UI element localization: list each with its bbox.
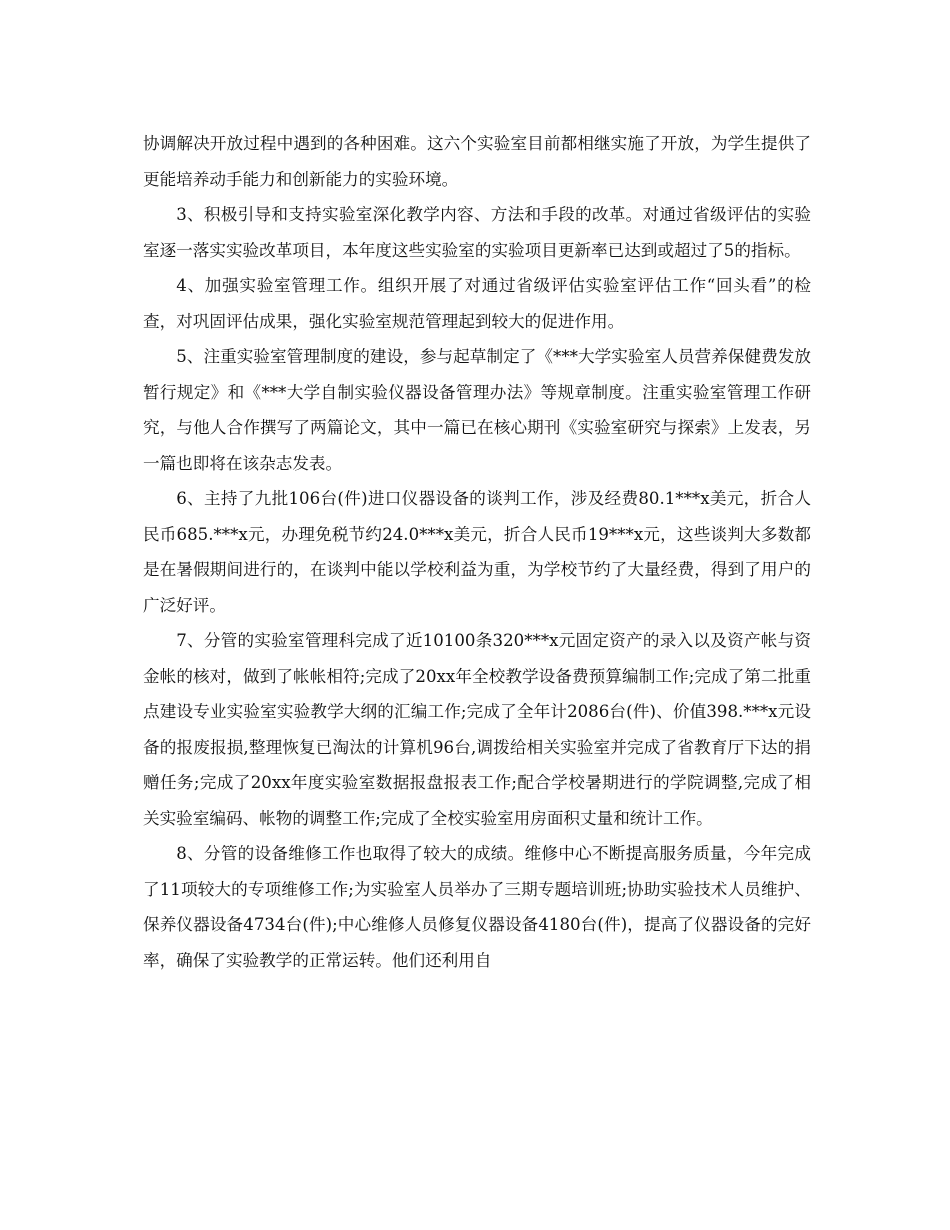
paragraph-item-6: 6、主持了九批106台(件)进口仪器设备的谈判工作，涉及经费80.1***x美元，折合人民币685.***x元，办理免税节约24.0***x美元，折合人民币19***x元，这些谈判大多数都是在暑假期间进行的，在谈判中能以学校利益为重，为学校节约了大量经费，得到了用户的广泛好评。 — [143, 489, 811, 615]
paragraph-item-7: 7、分管的实验室管理科完成了近10100条320***x元固定资产的录入以及资产帐与资金帐的核对，做到了帐帐相符;完成了20xx年全校教学设备费预算编制工作;完成了第二批重点建设专业实验室实验教学大纲的汇编工作;完成了全年计2086台(件)、价值398.***x元设备的报废报损,整理恢复已淘汰的计算机96台,调拨给相关实验室并完成了省教育厅下达的捐赠任务;完成了20xx年度实验室数据报盘报表工作;配合学校暑期进行的学院调整,完成了相关实验室编码、帐物的调整工作;完成了全校实验室用房面积丈量和统计工作。 — [143, 631, 811, 828]
paragraph-item-8: 8、分管的设备维修工作也取得了较大的成绩。维修中心不断提高服务质量，今年完成了11项较大的专项维修工作;为实验室人员举办了三期专题培训班;协助实验技术人员维护、保养仪器设备4734台(件);中心维修人员修复仪器设备4180台(件)，提高了仪器设备的完好率，确保了实验教学的正常运转。他们还利用自 — [143, 844, 811, 970]
paragraph-item-4: 4、加强实验室管理工作。组织开展了对通过省级评估实验室评估工作“回头看”的检查，对巩固评估成果，强化实验室规范管理起到较大的促进作用。 — [143, 276, 811, 331]
paragraph-continuation: 协调解决开放过程中遇到的各种困难。这六个实验室目前都相继实施了开放，为学生提供了更能培养动手能力和创新能力的实验环境。 — [143, 134, 811, 189]
document-body — [143, 126, 811, 978]
paragraph-item-5: 5、注重实验室管理制度的建设，参与起草制定了《***大学实验室人员营养保健费发放暂行规定》和《***大学自制实验仪器设备管理办法》等规章制度。注重实验室管理工作研究，与他人合作撰写了两篇论文，其中一篇已在核心期刊《实验室研究与探索》上发表，另一篇也即将在该杂志发表。 — [143, 347, 811, 473]
paragraph-item-3: 3、积极引导和支持实验室深化教学内容、方法和手段的改革。对通过省级评估的实验室逐一落实实验改革项目，本年度这些实验室的实验项目更新率已达到或超过了5的指标。 — [143, 205, 811, 260]
